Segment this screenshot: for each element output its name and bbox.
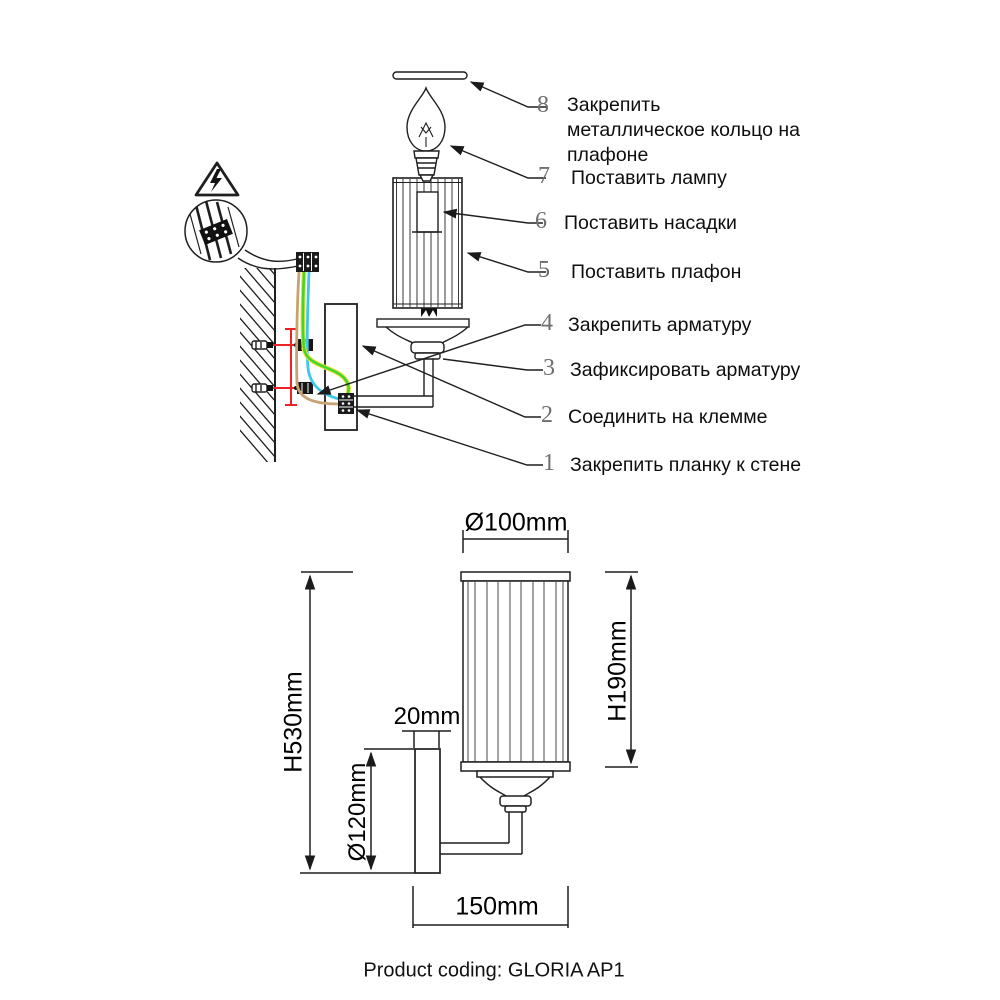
step-3-number: 3 [543, 355, 555, 381]
dim-bobeche-arm [440, 771, 553, 854]
step-1-number: 1 [543, 450, 555, 476]
dim-bracket-depth [402, 731, 451, 748]
terminal-block-upper [296, 252, 319, 272]
metal-ring [393, 72, 467, 79]
leader-step-3 [443, 359, 543, 370]
dim-label-backplate-height: Ø120mm [344, 762, 371, 862]
dim-wall-plate [415, 749, 440, 873]
product-coding-text: Product coding: GLORIA AP1 [363, 959, 625, 982]
terminal-block-lower [338, 393, 354, 414]
step-4-number: 4 [541, 310, 553, 336]
warning-triangle-icon [196, 163, 238, 195]
dim-label-bracket-depth: 20mm [393, 703, 461, 730]
step-5-number: 5 [538, 257, 550, 283]
step-7-number: 7 [538, 163, 550, 189]
shade [393, 178, 462, 308]
step-3-label: Зафиксировать арматуру [570, 359, 801, 381]
step-5-label: Поставить плафон [571, 261, 742, 283]
step-6-label: Поставить насадки [564, 212, 737, 234]
red-alignment-marks [273, 329, 298, 405]
step-7-label: Поставить лампу [571, 167, 727, 189]
dim-label-overall-width: 150mm [455, 892, 539, 921]
dim-shade [461, 572, 570, 771]
step-2-number: 2 [541, 402, 553, 428]
step-6-number: 6 [535, 208, 547, 234]
wall-hatching [232, 225, 282, 479]
step-8-label: Закрепить металлическое кольцо на плафоне [567, 94, 800, 166]
leader-step-5 [468, 253, 546, 272]
leader-step-1 [357, 410, 543, 465]
dim-label-shade-height: H190mm [603, 620, 632, 722]
dim-label-overall-height: H530mm [279, 671, 308, 773]
leader-step-8 [471, 82, 546, 107]
assembly-diagram [185, 72, 546, 479]
socket-sleeve [417, 192, 438, 232]
arm [354, 359, 433, 407]
bulb [407, 88, 445, 181]
step-1-label: Закрепить планку к стене [570, 454, 802, 476]
step-2-label: Соединить на клемме [568, 406, 768, 428]
step-8-number: 8 [537, 92, 549, 118]
dimension-drawing [300, 530, 638, 928]
detail-balloon [185, 163, 298, 269]
step-4-label: Закрепить арматуру [568, 314, 752, 336]
leader-step-7 [451, 146, 546, 178]
dim-label-shade-diameter: Ø100mm [464, 508, 568, 537]
bobeche [377, 319, 469, 359]
